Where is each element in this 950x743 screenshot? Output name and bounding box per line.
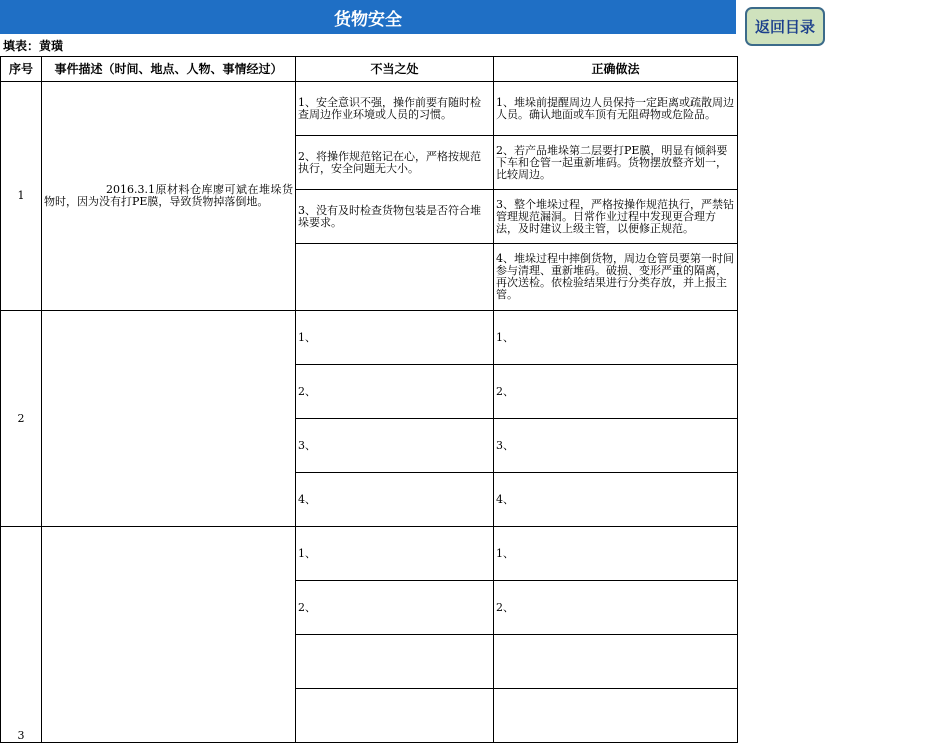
- correct-cell[interactable]: [494, 635, 738, 689]
- event-index: 1: [1, 82, 42, 311]
- improper-cell[interactable]: 2、: [296, 365, 494, 419]
- correct-cell[interactable]: 2、: [494, 581, 738, 635]
- correct-cell[interactable]: 3、整个堆垛过程，严格按操作规范执行，严禁钻管理规范漏洞。日常作业过程中发现更合理方法，及时建议上级主管，以便修正规范。: [494, 190, 738, 244]
- correct-cell[interactable]: 1、: [494, 311, 738, 365]
- table-row: [1, 311, 738, 365]
- correct-cell[interactable]: 1、: [494, 527, 738, 581]
- col-header-index: 序号: [1, 57, 42, 82]
- correct-cell[interactable]: 4、堆垛过程中摔倒货物，周边仓管员要第一时间参与清理、重新堆码。破损、变形严重的隔离，再次送检。依检验结果进行分类存放，并上报主管。: [494, 244, 738, 311]
- improper-cell[interactable]: 4、: [296, 473, 494, 527]
- correct-cell[interactable]: 2、: [494, 365, 738, 419]
- event-index: 2: [1, 311, 42, 527]
- event-index: 3: [1, 527, 42, 743]
- event-description[interactable]: [42, 311, 296, 527]
- improper-cell[interactable]: 1、: [296, 527, 494, 581]
- improper-cell[interactable]: [296, 244, 494, 311]
- improper-cell[interactable]: 3、: [296, 419, 494, 473]
- improper-cell[interactable]: 2、将操作规范铭记在心，严格按规范执行，安全问题无大小。: [296, 136, 494, 190]
- event-table: [0, 56, 738, 743]
- improper-cell[interactable]: [296, 689, 494, 743]
- correct-cell[interactable]: 1、堆垛前提醒周边人员保持一定距离或疏散周边人员。确认地面或车顶有无阻碍物或危险品。: [494, 82, 738, 136]
- col-header-description: 事件描述（时间、地点、人物、事情经过）: [42, 57, 296, 82]
- table-row: [1, 82, 738, 136]
- event-description[interactable]: 2016.3.1原材料仓库廖可斌在堆垛货物时，因为没有打PE膜，导致货物掉落倒地。: [42, 82, 296, 311]
- table-row: [1, 527, 738, 581]
- improper-cell[interactable]: 2、: [296, 581, 494, 635]
- header-row: [1, 57, 738, 82]
- sheet-title: 货物安全: [0, 0, 736, 34]
- col-header-improper: 不当之处: [296, 57, 494, 82]
- correct-cell[interactable]: [494, 689, 738, 743]
- improper-cell[interactable]: [296, 635, 494, 689]
- correct-cell[interactable]: 2、若产品堆垛第二层要打PE膜，明显有倾斜要下车和仓管一起重新堆码。货物摆放整齐划一，比较周边。: [494, 136, 738, 190]
- filler-label: 填表：黄璜: [3, 39, 64, 53]
- improper-cell[interactable]: 1、: [296, 311, 494, 365]
- col-header-correct: 正确做法: [494, 57, 738, 82]
- correct-cell[interactable]: 3、: [494, 419, 738, 473]
- improper-cell[interactable]: 1、安全意识不强，操作前要有随时检查周边作业环境或人员的习惯。: [296, 82, 494, 136]
- event-description[interactable]: [42, 527, 296, 743]
- improper-cell[interactable]: 3、没有及时检查货物包装是否符合堆垛要求。: [296, 190, 494, 244]
- back-to-index-button[interactable]: 返回目录: [745, 7, 825, 46]
- correct-cell[interactable]: 4、: [494, 473, 738, 527]
